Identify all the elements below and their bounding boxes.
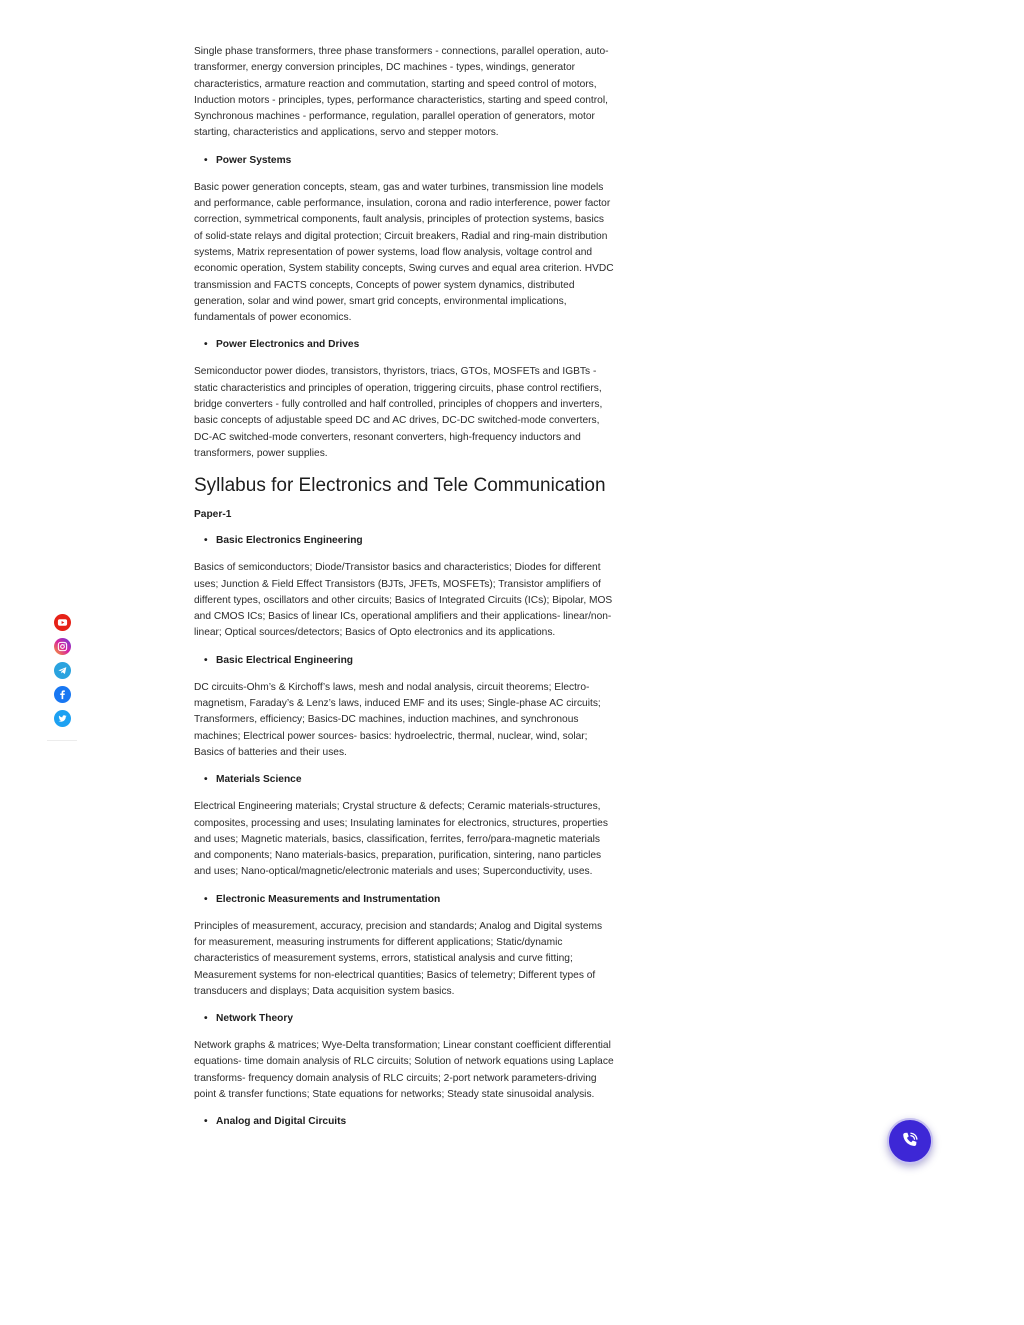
analog-digital-title: • Analog and Digital Circuits bbox=[194, 1115, 614, 1129]
basic-electrical-title: • Basic Electrical Engineering bbox=[194, 654, 614, 668]
phone-icon bbox=[899, 1130, 921, 1152]
social-sidebar bbox=[52, 614, 72, 741]
call-button[interactable] bbox=[887, 1118, 933, 1164]
telegram-link[interactable] bbox=[54, 662, 71, 679]
twitter-icon bbox=[57, 713, 68, 724]
materials-science-text: Electrical Engineering materials; Crystal structure & defects; Ceramic materials-structures, composites, processing and uses; Insulating laminates for electronics, structures, properties and uses; Magnetic materials, basics, classification, ferrites, ferro/para-magnetic materials and components; Nano materials-basics, preparation, purification, sintering, nano particles and uses; Nano-optical/magnetic/electronic materials and uses; Superconductivity, uses. bbox=[194, 801, 608, 878]
measurements-title: • Electronic Measurements and Instrumentation bbox=[194, 893, 614, 907]
network-theory-title: • Network Theory bbox=[194, 1012, 614, 1026]
power-systems-text: Basic power generation concepts, steam, gas and water turbines, transmission line models and performance, cable performance, insulation, corona and radio interference, power factor correction, symmetrical components, fault analysis, principles of protection systems, basics of solid-state relays and digital protection; Circuit breakers, Radial and ring-main distribution systems, Matrix representation of power systems, load flow analysis, voltage control and economic operation, System stability concepts, Swing curves and equal area criterion. HVDC transmission and FACTS concepts, Concepts of power system dynamics, distributed generation, solar and wind power, smart grid concepts, environmental implications, fundamentals of power economics. bbox=[194, 181, 614, 324]
power-electronics-title: • Power Electronics and Drives bbox=[194, 338, 614, 352]
network-theory-text: Network graphs & matrices; Wye-Delta transformation; Linear constant coefficient differential equations- time domain analysis of RLC circuits; Solution of network equations using Laplace transforms- frequency domain analysis of RLC circuits; 2-port network parameters-driving point & transfer functions; State equations for networks; Steady state sinusoidal analysis. bbox=[194, 1040, 614, 1101]
power-electronics-text: Semiconductor power diodes, transistors, thyristors, triacs, GTOs, MOSFETs and IGBTs - static characteristics and principles of operation, triggering circuits, phase control rectifiers, bridge converters - fully controlled and half controlled, principles of choppers and inverters, basic concepts of adjustable speed DC and AC drives, DC-DC switched-mode converters, DC-AC switched-mode converters, resonant converters, high-frequency inductors and transformers, power supplies. bbox=[194, 366, 603, 459]
youtube-link[interactable] bbox=[54, 614, 71, 631]
measurements-text: Principles of measurement, accuracy, precision and standards; Analog and Digital systems for measurement, measuring instruments for different applications; Static/dynamic characteristics of measurement systems, errors, statistical analysis and curve fitting; Measurement systems for non-electrical quantities; Basics of telemetry; Different types of transducers and displays; Data acquisition system basics. bbox=[194, 920, 603, 997]
twitter-link[interactable] bbox=[54, 710, 71, 727]
youtube-icon bbox=[57, 617, 68, 628]
basic-electrical-text: DC circuits-Ohm’s & Kirchoff’s laws, mesh and nodal analysis, circuit theorems; Electro-magnetism, Faraday’s & Lenz’s laws, induced EMF and its uses; Single-phase AC circuits; Transformers, efficiency; Basics-DC machines, induction machines, and synchronous machines; Electrical power sources- basics: hydroelectric, thermal, nuclear, wind, solar; Basics of batteries and their uses. bbox=[194, 681, 601, 758]
basic-electronics-text: Basics of semiconductors; Diode/Transistor basics and characteristics; Diodes for different uses; Junction & Field Effect Transistors (BJTs, JFETs, MOSFETs); Transistor amplifiers of different types, oscillators and other circuits; Basics of Integrated Circuits (ICs); Bipolar, MOS and CMOS ICs; Basics of linear ICs, operational amplifiers and their applications- linear/non-linear; Optical sources/detectors; Basics of Opto electronics and its applications. bbox=[194, 562, 613, 639]
materials-science-title: • Materials Science bbox=[194, 773, 614, 787]
paper-label: Paper-1 bbox=[194, 509, 232, 521]
basic-electronics-title: • Basic Electronics Engineering bbox=[194, 534, 614, 548]
instagram-link[interactable] bbox=[54, 638, 71, 655]
instagram-icon bbox=[57, 641, 68, 652]
power-systems-title: • Power Systems bbox=[194, 154, 614, 168]
social-divider bbox=[47, 740, 77, 741]
telegram-icon bbox=[57, 665, 68, 676]
section-heading: Syllabus for Electronics and Tele Communication bbox=[194, 475, 606, 497]
electrical-machines-text: Single phase transformers, three phase transformers - connections, parallel operation, auto-transformer, energy conversion principles, DC machines - types, windings, generator characteristics, armature reaction and commutation, starting and speed control of motors, Induction motors - principles, types, performance characteristics, starting and speed control, Synchronous machines - performance, regulation, parallel operation of generators, motor starting, characteristics and applications, servo and stepper motors. bbox=[194, 46, 609, 139]
syllabus-content bbox=[194, 44, 614, 1141]
facebook-icon bbox=[57, 689, 68, 700]
facebook-link[interactable] bbox=[54, 686, 71, 703]
